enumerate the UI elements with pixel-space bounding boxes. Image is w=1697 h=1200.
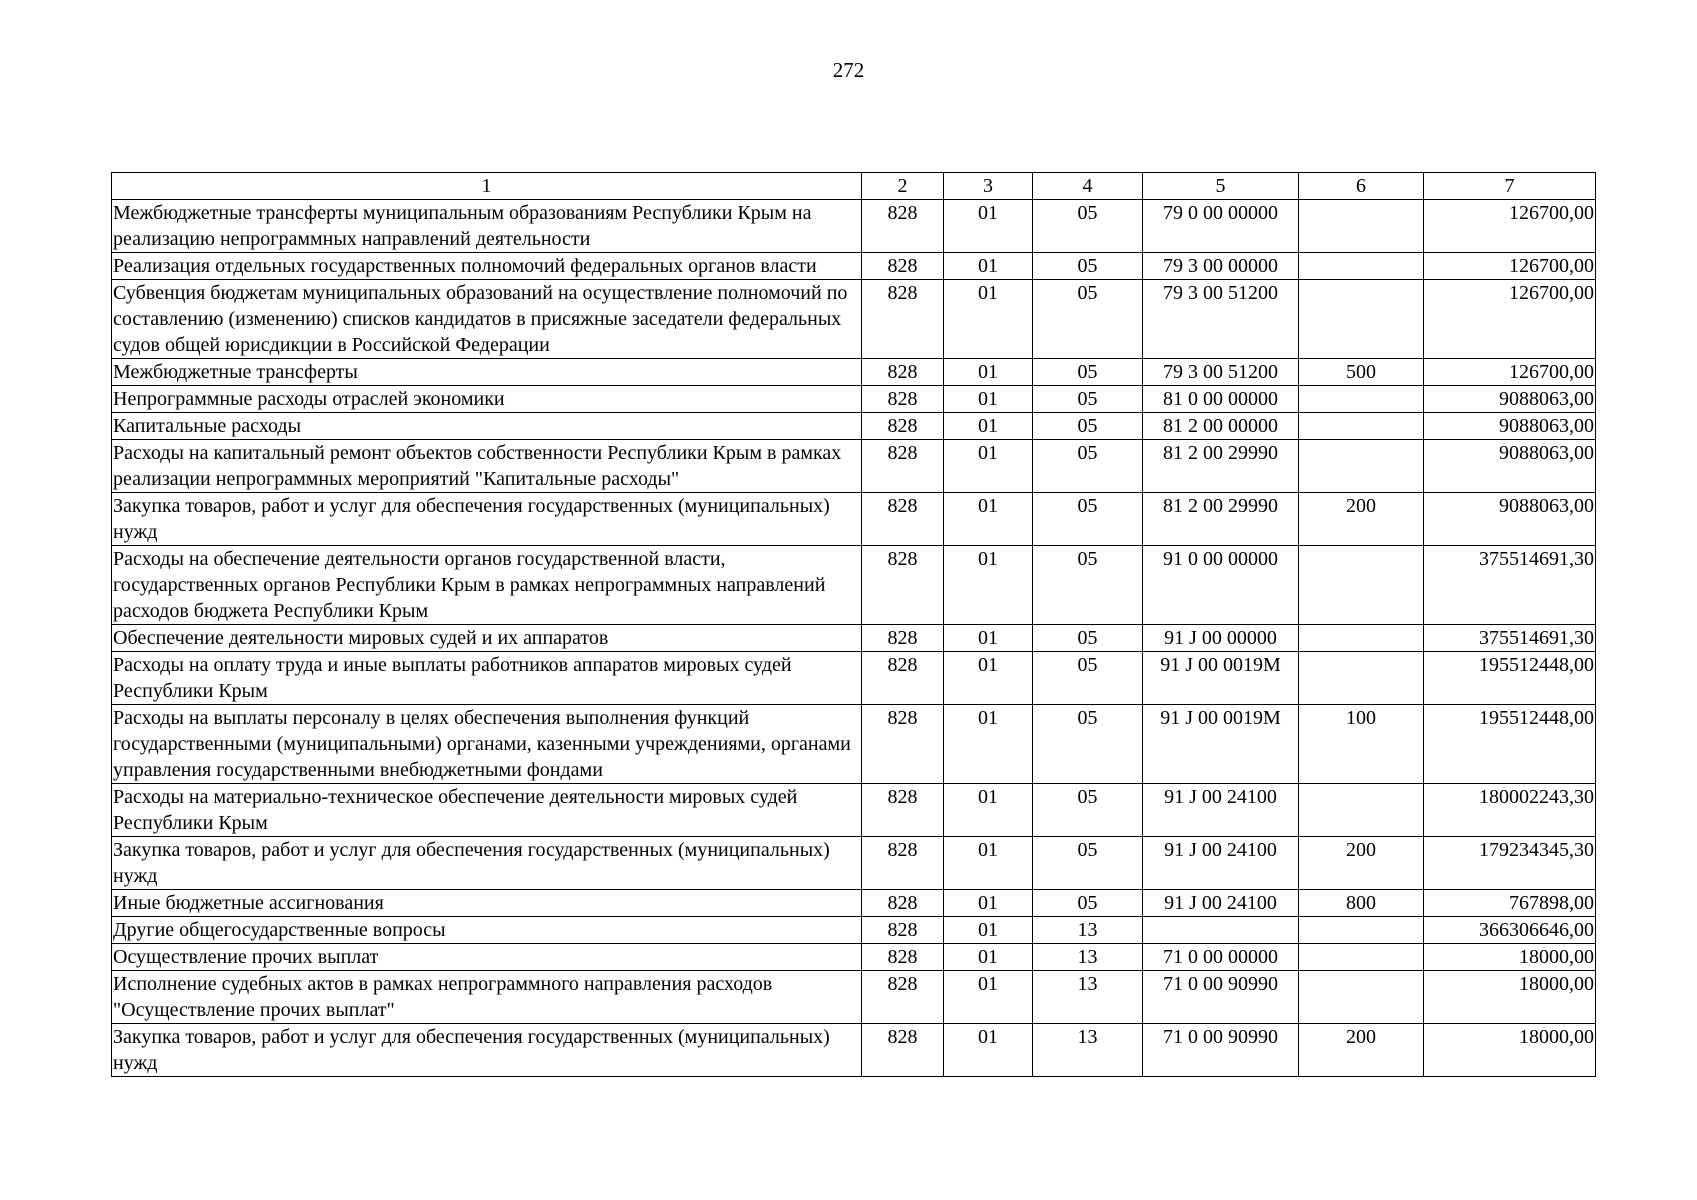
expense-name-cell: Исполнение судебных актов в рамках непрограммного направления расходов "Осуществление прочих выплат" [112, 971, 862, 1024]
ministry-code-cell: 828 [862, 705, 944, 784]
table-row [112, 440, 1596, 493]
ministry-code-cell: 828 [862, 493, 944, 546]
section-code-cell: 01 [944, 705, 1033, 784]
header-cell: 5 [1143, 173, 1299, 200]
subsection-code-cell: 05 [1033, 359, 1143, 386]
table-row [112, 784, 1596, 837]
target-article-cell: 71 0 00 90990 [1143, 971, 1299, 1024]
section-code-cell: 01 [944, 253, 1033, 280]
subsection-code-cell: 05 [1033, 253, 1143, 280]
expense-name-cell: Расходы на выплаты персоналу в целях обеспечения выполнения функций государственными (муниципальными) органами, казенными учреждениями, органами управления государственными внебюджетными фондами [112, 705, 862, 784]
amount-cell: 180002243,30 [1424, 784, 1596, 837]
section-code-cell: 01 [944, 784, 1033, 837]
amount-cell: 9088063,00 [1424, 386, 1596, 413]
table-row [112, 386, 1596, 413]
subsection-code-cell: 05 [1033, 652, 1143, 705]
subsection-code-cell: 05 [1033, 546, 1143, 625]
expense-name-cell: Осуществление прочих выплат [112, 944, 862, 971]
subsection-code-cell: 05 [1033, 200, 1143, 253]
target-article-cell: 81 2 00 29990 [1143, 440, 1299, 493]
ministry-code-cell: 828 [862, 890, 944, 917]
header-cell: 6 [1299, 173, 1424, 200]
subsection-code-cell: 05 [1033, 413, 1143, 440]
amount-cell: 9088063,00 [1424, 493, 1596, 546]
subsection-code-cell: 05 [1033, 493, 1143, 546]
section-code-cell: 01 [944, 413, 1033, 440]
amount-cell: 18000,00 [1424, 944, 1596, 971]
expense-name-cell: Расходы на обеспечение деятельности органов государственной власти, государственных органов Республики Крым в рамках непрограммных направлений расходов бюджета Республики Крым [112, 546, 862, 625]
expense-name-cell: Расходы на капитальный ремонт объектов собственности Республики Крым в рамках реализации непрограммных мероприятий "Капитальные расходы" [112, 440, 862, 493]
page-number: 272 [832, 58, 865, 82]
expense-type-cell [1299, 280, 1424, 359]
section-code-cell: 01 [944, 652, 1033, 705]
expense-type-cell: 100 [1299, 705, 1424, 784]
ministry-code-cell: 828 [862, 971, 944, 1024]
expense-type-cell [1299, 200, 1424, 253]
expense-type-cell [1299, 917, 1424, 944]
expense-type-cell: 800 [1299, 890, 1424, 917]
amount-cell: 179234345,30 [1424, 837, 1596, 890]
target-article-cell: 91 J 00 00000 [1143, 625, 1299, 652]
section-code-cell: 01 [944, 1024, 1033, 1077]
target-article-cell: 91 J 00 24100 [1143, 784, 1299, 837]
section-code-cell: 01 [944, 917, 1033, 944]
section-code-cell: 01 [944, 546, 1033, 625]
table-row [112, 944, 1596, 971]
budget-table [111, 172, 1596, 1077]
expense-name-cell: Реализация отдельных государственных полномочий федеральных органов власти [112, 253, 862, 280]
table-row [112, 493, 1596, 546]
expense-name-cell: Другие общегосударственные вопросы [112, 917, 862, 944]
section-code-cell: 01 [944, 837, 1033, 890]
section-code-cell: 01 [944, 493, 1033, 546]
amount-cell: 126700,00 [1424, 280, 1596, 359]
table-row [112, 705, 1596, 784]
section-code-cell: 01 [944, 971, 1033, 1024]
target-article-cell: 81 0 00 00000 [1143, 386, 1299, 413]
table-row [112, 359, 1596, 386]
expense-type-cell [1299, 652, 1424, 705]
amount-cell: 366306646,00 [1424, 917, 1596, 944]
table-row [112, 837, 1596, 890]
expense-name-cell: Межбюджетные трансферты муниципальным образованиям Республики Крым на реализацию непрограммных направлений деятельности [112, 200, 862, 253]
expense-type-cell [1299, 784, 1424, 837]
expense-type-cell: 200 [1299, 1024, 1424, 1077]
amount-cell: 18000,00 [1424, 971, 1596, 1024]
expense-type-cell: 500 [1299, 359, 1424, 386]
expense-name-cell: Непрограммные расходы отраслей экономики [112, 386, 862, 413]
expense-type-cell [1299, 546, 1424, 625]
ministry-code-cell: 828 [862, 784, 944, 837]
expense-name-cell: Закупка товаров, работ и услуг для обеспечения государственных (муниципальных) нужд [112, 1024, 862, 1077]
expense-name-cell: Закупка товаров, работ и услуг для обеспечения государственных (муниципальных) нужд [112, 493, 862, 546]
expense-type-cell: 200 [1299, 837, 1424, 890]
ministry-code-cell: 828 [862, 944, 944, 971]
table-body [112, 200, 1596, 1077]
target-article-cell [1143, 917, 1299, 944]
amount-cell: 195512448,00 [1424, 705, 1596, 784]
table-row [112, 280, 1596, 359]
section-code-cell: 01 [944, 386, 1033, 413]
expense-type-cell [1299, 971, 1424, 1024]
amount-cell: 126700,00 [1424, 200, 1596, 253]
amount-cell: 767898,00 [1424, 890, 1596, 917]
expense-name-cell: Межбюджетные трансферты [112, 359, 862, 386]
ministry-code-cell: 828 [862, 200, 944, 253]
target-article-cell: 71 0 00 00000 [1143, 944, 1299, 971]
amount-cell: 126700,00 [1424, 359, 1596, 386]
section-code-cell: 01 [944, 440, 1033, 493]
ministry-code-cell: 828 [862, 440, 944, 493]
expense-type-cell [1299, 253, 1424, 280]
expense-type-cell [1299, 413, 1424, 440]
ministry-code-cell: 828 [862, 917, 944, 944]
expense-type-cell [1299, 944, 1424, 971]
target-article-cell: 79 0 00 00000 [1143, 200, 1299, 253]
subsection-code-cell: 05 [1033, 625, 1143, 652]
amount-cell: 18000,00 [1424, 1024, 1596, 1077]
expense-name-cell: Капитальные расходы [112, 413, 862, 440]
ministry-code-cell: 828 [862, 253, 944, 280]
table-row [112, 917, 1596, 944]
header-cell: 2 [862, 173, 944, 200]
header-cell: 7 [1424, 173, 1596, 200]
expense-name-cell: Субвенция бюджетам муниципальных образований на осуществление полномочий по составлению (изменению) списков кандидатов в присяжные заседатели федеральных судов общей юрисдикции в Российской Федерации [112, 280, 862, 359]
subsection-code-cell: 13 [1033, 971, 1143, 1024]
section-code-cell: 01 [944, 280, 1033, 359]
target-article-cell: 91 J 00 24100 [1143, 890, 1299, 917]
amount-cell: 195512448,00 [1424, 652, 1596, 705]
section-code-cell: 01 [944, 625, 1033, 652]
subsection-code-cell: 13 [1033, 917, 1143, 944]
target-article-cell: 79 3 00 00000 [1143, 253, 1299, 280]
ministry-code-cell: 828 [862, 359, 944, 386]
section-code-cell: 01 [944, 200, 1033, 253]
table-row [112, 413, 1596, 440]
target-article-cell: 79 3 00 51200 [1143, 359, 1299, 386]
ministry-code-cell: 828 [862, 386, 944, 413]
expense-name-cell: Закупка товаров, работ и услуг для обеспечения государственных (муниципальных) нужд [112, 837, 862, 890]
subsection-code-cell: 05 [1033, 837, 1143, 890]
section-code-cell: 01 [944, 944, 1033, 971]
table-row [112, 652, 1596, 705]
subsection-code-cell: 05 [1033, 890, 1143, 917]
subsection-code-cell: 05 [1033, 386, 1143, 413]
ministry-code-cell: 828 [862, 652, 944, 705]
target-article-cell: 81 2 00 00000 [1143, 413, 1299, 440]
subsection-code-cell: 05 [1033, 440, 1143, 493]
amount-cell: 375514691,30 [1424, 625, 1596, 652]
ministry-code-cell: 828 [862, 1024, 944, 1077]
section-code-cell: 01 [944, 359, 1033, 386]
amount-cell: 375514691,30 [1424, 546, 1596, 625]
target-article-cell: 91 J 00 0019М [1143, 705, 1299, 784]
ministry-code-cell: 828 [862, 546, 944, 625]
target-article-cell: 91 J 00 24100 [1143, 837, 1299, 890]
table-row [112, 625, 1596, 652]
expense-type-cell [1299, 386, 1424, 413]
subsection-code-cell: 05 [1033, 784, 1143, 837]
table-row [112, 200, 1596, 253]
expense-type-cell [1299, 440, 1424, 493]
expense-name-cell: Иные бюджетные ассигнования [112, 890, 862, 917]
target-article-cell: 81 2 00 29990 [1143, 493, 1299, 546]
ministry-code-cell: 828 [862, 837, 944, 890]
subsection-code-cell: 05 [1033, 705, 1143, 784]
table-row [112, 546, 1596, 625]
amount-cell: 9088063,00 [1424, 440, 1596, 493]
table-row [112, 1024, 1596, 1077]
expense-type-cell [1299, 625, 1424, 652]
ministry-code-cell: 828 [862, 625, 944, 652]
target-article-cell: 71 0 00 90990 [1143, 1024, 1299, 1077]
target-article-cell: 91 J 00 0019М [1143, 652, 1299, 705]
ministry-code-cell: 828 [862, 413, 944, 440]
header-cell: 1 [112, 173, 862, 200]
table-header-row [112, 173, 1596, 200]
target-article-cell: 79 3 00 51200 [1143, 280, 1299, 359]
expense-name-cell: Расходы на материально-техническое обеспечение деятельности мировых судей Республики Крым [112, 784, 862, 837]
expense-name-cell: Расходы на оплату труда и иные выплаты работников аппаратов мировых судей Республики Крым [112, 652, 862, 705]
table-row [112, 890, 1596, 917]
amount-cell: 126700,00 [1424, 253, 1596, 280]
expense-name-cell: Обеспечение деятельности мировых судей и их аппаратов [112, 625, 862, 652]
table-row [112, 253, 1596, 280]
header-cell: 4 [1033, 173, 1143, 200]
subsection-code-cell: 13 [1033, 1024, 1143, 1077]
target-article-cell: 91 0 00 00000 [1143, 546, 1299, 625]
header-cell: 3 [944, 173, 1033, 200]
table-row [112, 971, 1596, 1024]
subsection-code-cell: 05 [1033, 280, 1143, 359]
amount-cell: 9088063,00 [1424, 413, 1596, 440]
ministry-code-cell: 828 [862, 280, 944, 359]
section-code-cell: 01 [944, 890, 1033, 917]
subsection-code-cell: 13 [1033, 944, 1143, 971]
expense-type-cell: 200 [1299, 493, 1424, 546]
